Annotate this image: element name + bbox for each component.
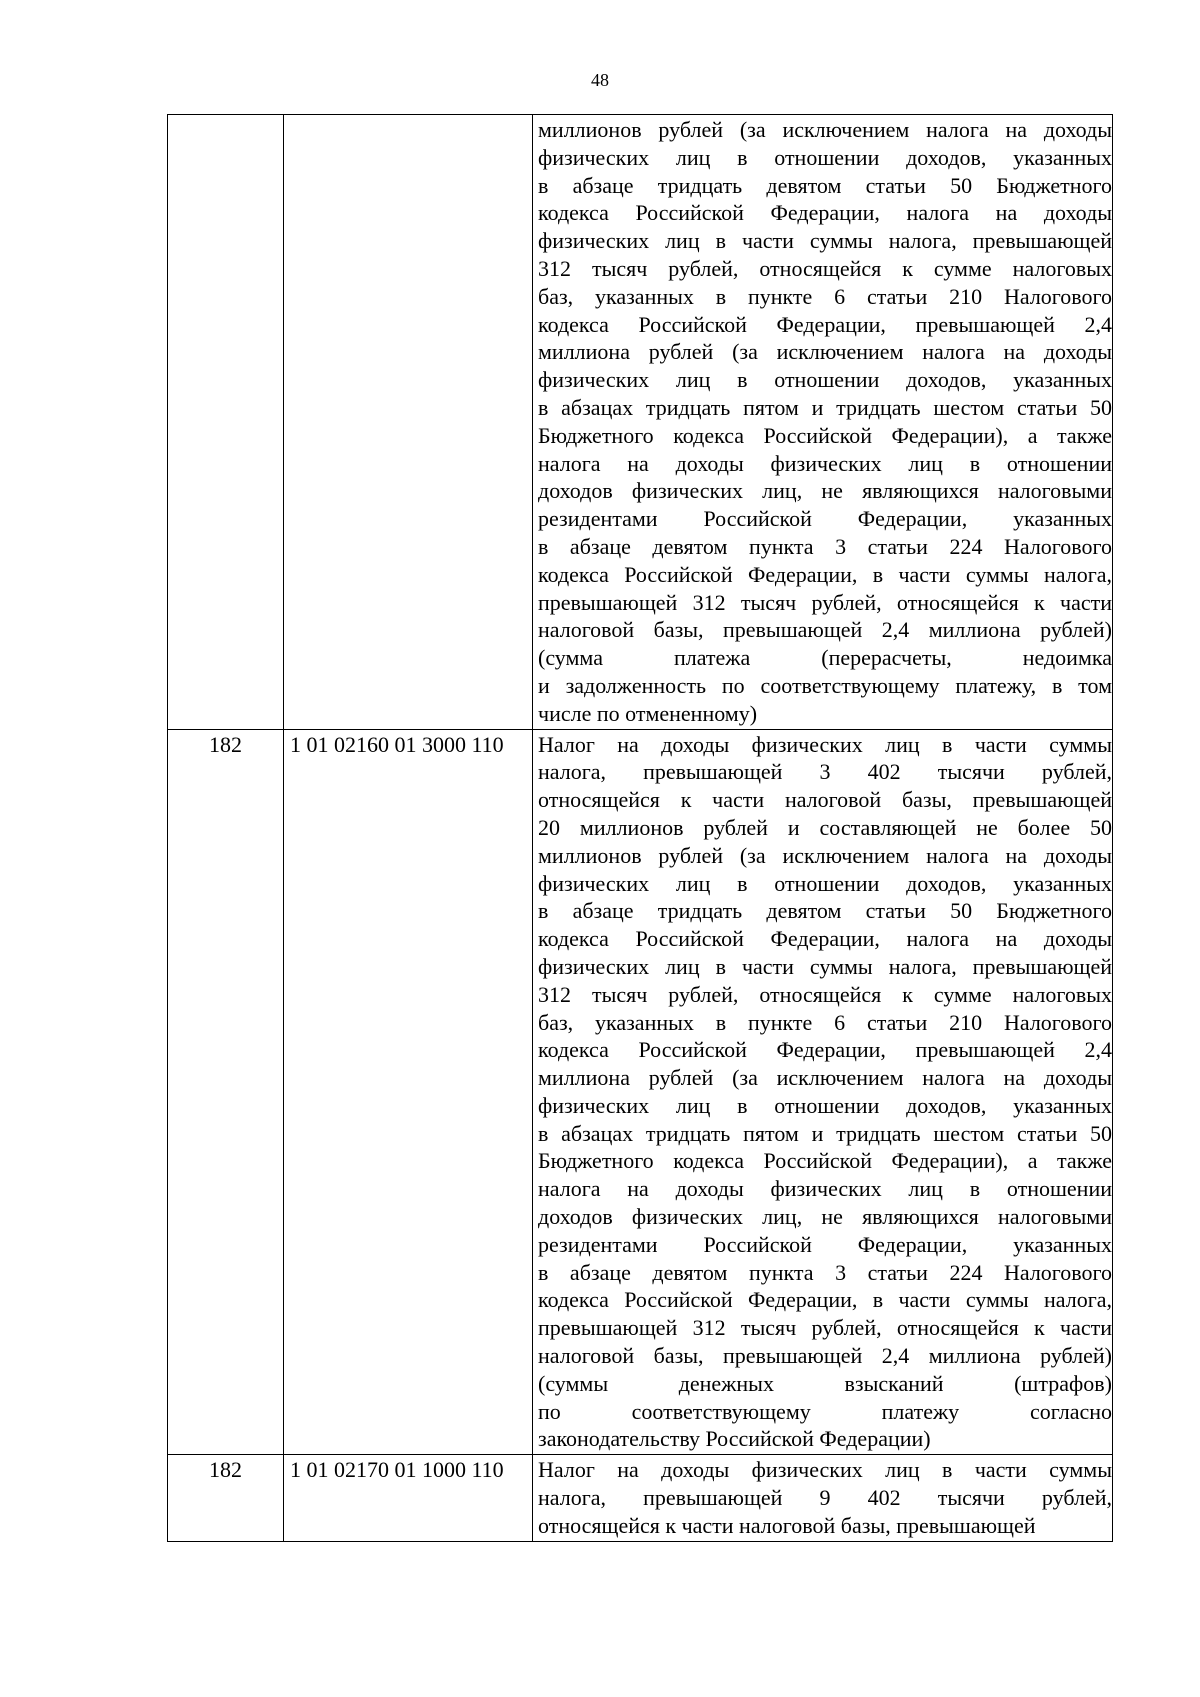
description-line: миллионов рублей (за исключением налога на доходы <box>538 842 1112 868</box>
description-line: налога, превышающей 3 402 тысячи рублей, <box>538 759 1112 785</box>
description-cell <box>533 1455 1113 1541</box>
description-line: 312 тысяч рублей, относящейся к сумме налоговых <box>538 981 1112 1007</box>
kbk-code-cell: 1 01 02170 01 1000 110 <box>284 1455 533 1541</box>
description-line: физических лиц в отношении доходов, указанных <box>538 1092 1112 1118</box>
description-line: в абзаце тридцать девятом статьи 50 Бюджетного <box>538 898 1112 924</box>
description-line: баз, указанных в пункте 6 статьи 210 Налогового <box>538 1009 1112 1035</box>
description-line: Налог на доходы физических лиц в части суммы <box>538 1457 1112 1483</box>
table-body <box>168 115 1113 1542</box>
description-line: Бюджетного кодекса Российской Федерации), а также <box>538 422 1112 448</box>
description-line: миллиона рублей (за исключением налога на доходы <box>538 1065 1112 1091</box>
description-line: в абзаце девятом пункта 3 статьи 224 Налогового <box>538 1259 1112 1285</box>
description-line: законодательству Российской Федерации) <box>538 1426 931 1452</box>
description-line: кодекса Российской Федерации, в части суммы налога, <box>538 561 1112 587</box>
description-line: кодекса Российской Федерации, налога на доходы <box>538 200 1112 226</box>
page-number: 48 <box>591 70 609 90</box>
description-line: превышающей 312 тысяч рублей, относящейся к части <box>538 1315 1112 1341</box>
description-line: миллиона рублей (за исключением налога на доходы <box>538 339 1112 365</box>
description-line: доходов физических лиц, не являющихся налоговыми <box>538 1204 1112 1230</box>
description-line: налога на доходы физических лиц в отношении <box>538 450 1112 476</box>
table-row <box>168 1455 1113 1541</box>
kbk-code-cell <box>284 115 533 730</box>
description-line: баз, указанных в пункте 6 статьи 210 Налогового <box>538 283 1112 309</box>
description-line: 20 миллионов рублей и составляющей не более 50 <box>538 814 1112 840</box>
description-line: физических лиц в части суммы налога, превышающей <box>538 228 1112 254</box>
admin-code-cell: 182 <box>168 729 284 1455</box>
description-line: кодекса Российской Федерации, налога на доходы <box>538 926 1112 952</box>
description-line: превышающей 312 тысяч рублей, относящейся к части <box>538 589 1112 615</box>
description-line: по соответствующему платежу согласно <box>538 1398 1112 1424</box>
description-line: резидентами Российской Федерации, указанных <box>538 506 1112 532</box>
description-line: числе по отмененному) <box>538 700 758 726</box>
description-line: (сумма платежа (перерасчеты, недоимка <box>538 645 1112 671</box>
description-line: Налог на доходы физических лиц в части суммы <box>538 731 1112 757</box>
description-line: резидентами Российской Федерации, указанных <box>538 1231 1112 1257</box>
description-line: налоговой базы, превышающей 2,4 миллиона рублей) <box>538 617 1112 643</box>
budget-code-table <box>167 114 1113 1542</box>
description-cell <box>533 115 1113 730</box>
admin-code-cell: 182 <box>168 1455 284 1541</box>
description-line: кодекса Российской Федерации, в части суммы налога, <box>538 1287 1112 1313</box>
description-line: кодекса Российской Федерации, превышающей 2,4 <box>538 1037 1112 1063</box>
description-line: относящейся к части налоговой базы, превышающей <box>538 1512 1036 1538</box>
description-line: налоговой базы, превышающей 2,4 миллиона рублей) <box>538 1343 1112 1369</box>
description-cell <box>533 729 1113 1455</box>
description-line: физических лиц в отношении доходов, указанных <box>538 870 1112 896</box>
description-line: (суммы денежных взысканий (штрафов) <box>538 1370 1112 1396</box>
table-row <box>168 729 1113 1455</box>
description-line: физических лиц в отношении доходов, указанных <box>538 367 1112 393</box>
description-line: и задолженность по соответствующему платежу, в том <box>538 672 1112 698</box>
description-line: в абзацах тридцать пятом и тридцать шестом статьи 50 <box>538 394 1112 420</box>
description-line: налога на доходы физических лиц в отношении <box>538 1176 1112 1202</box>
description-line: Бюджетного кодекса Российской Федерации), а также <box>538 1148 1112 1174</box>
description-line: кодекса Российской Федерации, превышающей 2,4 <box>538 311 1112 337</box>
description-line: миллионов рублей (за исключением налога на доходы <box>538 117 1112 142</box>
description-line: налога, превышающей 9 402 тысячи рублей, <box>538 1485 1112 1511</box>
admin-code-cell <box>168 115 284 730</box>
description-line: физических лиц в части суммы налога, превышающей <box>538 953 1112 979</box>
description-line: в абзаце девятом пункта 3 статьи 224 Налогового <box>538 533 1112 559</box>
description-line: доходов физических лиц, не являющихся налоговыми <box>538 478 1112 504</box>
description-line: 312 тысяч рублей, относящейся к сумме налоговых <box>538 255 1112 281</box>
description-line: физических лиц в отношении доходов, указанных <box>538 144 1112 170</box>
description-line: относящейся к части налоговой базы, превышающей <box>538 787 1112 813</box>
table-row <box>168 115 1113 730</box>
description-line: в абзацах тридцать пятом и тридцать шестом статьи 50 <box>538 1120 1112 1146</box>
kbk-code-cell: 1 01 02160 01 3000 110 <box>284 729 533 1455</box>
description-line: в абзаце тридцать девятом статьи 50 Бюджетного <box>538 172 1112 198</box>
